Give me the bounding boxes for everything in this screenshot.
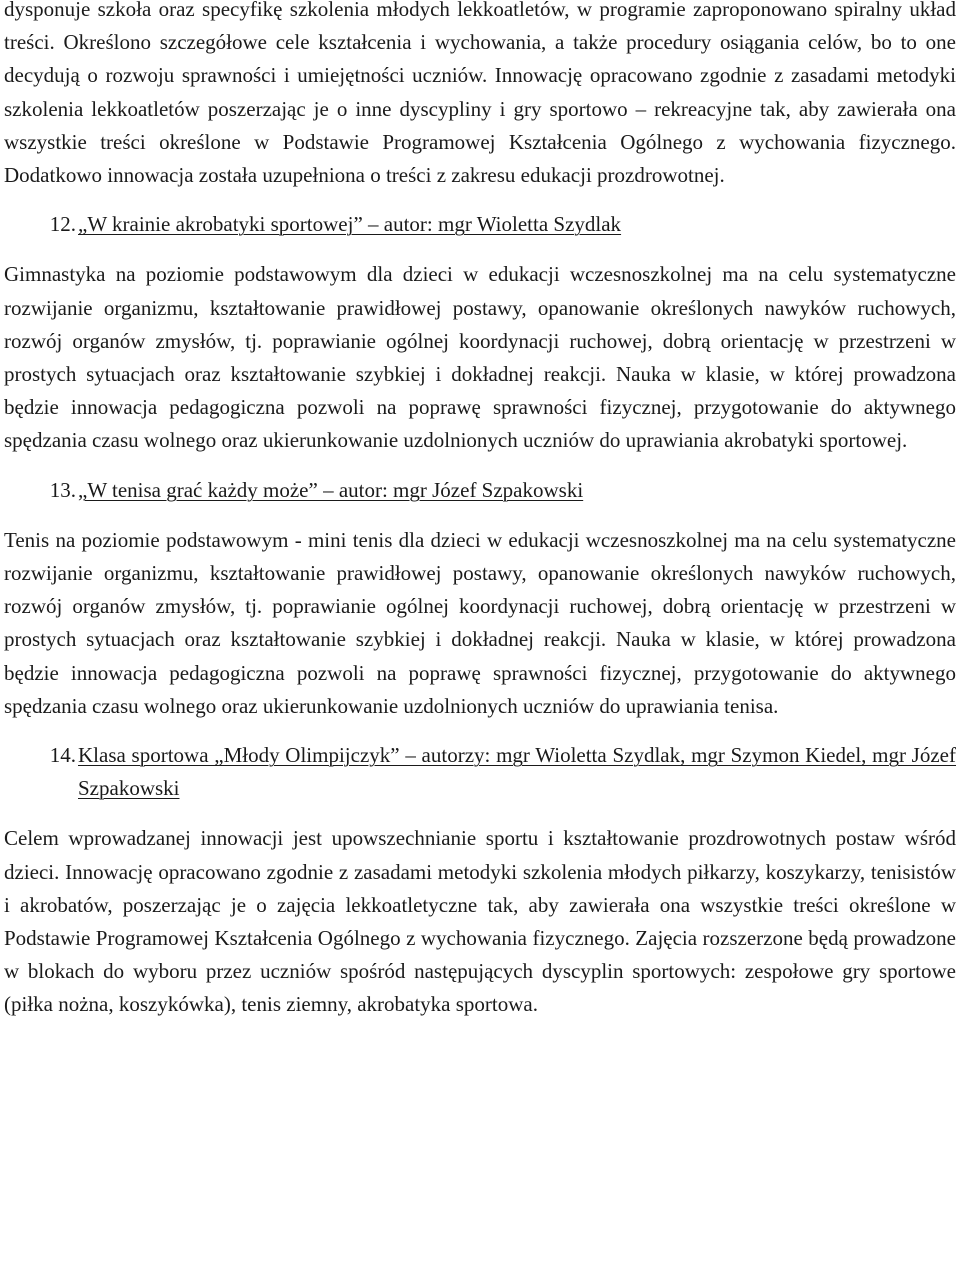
section-number: 13. [49,477,76,502]
document-page [4,0,956,1022]
section-14-paragraph: Celem wprowadzanej innowacji jest upowszechnianie sportu i kształtowanie prozdrowotnych postaw wśród dzieci. Innowację opracowano zgodnie z zasadami metodyki szkolenia młodych piłkarzy, koszykarzy, tenisistów i akrobatów, poszerzając je o zajęcia lekkoatletyczne tak, aby zawierała ona wszystkie treści określone w Podstawie Programowej Kształcenia Ogólnego z wychowania fizycznego. Zajęcia rozszerzone będą prowadzone w blokach do wyboru przez uczniów spośród następujących dyscyplin sportowych: zespołowe gry sportowe (piłka nożna, koszykówka), tenis ziemny, akrobatyka sportowa. [4,826,956,1017]
section-title: Klasa sportowa „Młody Olimpijczyk” – autorzy: mgr Wioletta Szydlak, mgr Szymon Kiedel, mgr Józef Szpakowski [78,743,956,801]
section-heading-14 [4,739,956,805]
section-13-paragraph: Tenis na poziomie podstawowym - mini tenis dla dzieci w edukacji wczesnoszkolnej ma na celu systematyczne rozwijanie organizmu, kształtowanie prawidłowej postawy, opanowanie określonych nawyków ruchowych, rozwój organów zmysłów, tj. poprawianie ogólnej koordynacji ruchowej, dobrą orientację w przestrzeni w prostych sytuacjach oraz kształtowanie szybkiej i dokładnej reakcji. Nauka w klasie, w której prowadzona będzie innowacja pedagogiczna pozwoli na poprawę sprawności fizycznej, przygotowanie do aktywnego spędzania czasu wolnego oraz ukierunkowanie uzdolnionych uczniów do uprawiania tenisa. [4,527,956,718]
intro-paragraph: dysponuje szkoła oraz specyfikę szkolenia młodych lekkoatletów, w programie zaproponowano spiralny układ treści. Określono szczegółowe cele kształcenia i wychowania, a także procedury osiągania celów, bo to one decydują o rozwoju sprawności i umiejętności uczniów. Innowację opracowano zgodnie z zasadami metodyki szkolenia lekkoatletów poszerzając je o inne dyscypliny i gry sportowo – rekreacyjne tak, aby zawierała ona wszystkie treści określone w Podstawie Programowej Kształcenia Ogólnego z wychowania fizycznego. Dodatkowo innowacja została uzupełniona o treści z zakresu edukacji prozdrowotnej. [4,0,956,188]
section-title: „W krainie akrobatyki sportowej” – autor: mgr Wioletta Szydlak [78,212,622,237]
section-heading-12 [4,208,956,241]
section-12-paragraph: Gimnastyka na poziomie podstawowym dla dzieci w edukacji wczesnoszkolnej ma na celu systematyczne rozwijanie organizmu, kształtowanie prawidłowej postawy, opanowanie określonych nawyków ruchowych, rozwój organów zmysłów, tj. poprawianie ogólnej koordynacji ruchowej, dobrą orientację w przestrzeni w prostych sytuacjach oraz kształtowanie szybkiej i dokładnej reakcji. Nauka w klasie, w której prowadzona będzie innowacja pedagogiczna pozwoli na poprawę sprawności fizycznej, przygotowanie do aktywnego spędzania czasu wolnego oraz ukierunkowanie uzdolnionych uczniów do uprawiania akrobatyki sportowej. [4,262,956,453]
section-number: 12. [49,212,76,237]
section-heading-13 [4,474,956,507]
section-number: 14. [49,743,76,768]
section-title: „W tenisa grać każdy może” – autor: mgr Józef Szpakowski [78,477,584,502]
